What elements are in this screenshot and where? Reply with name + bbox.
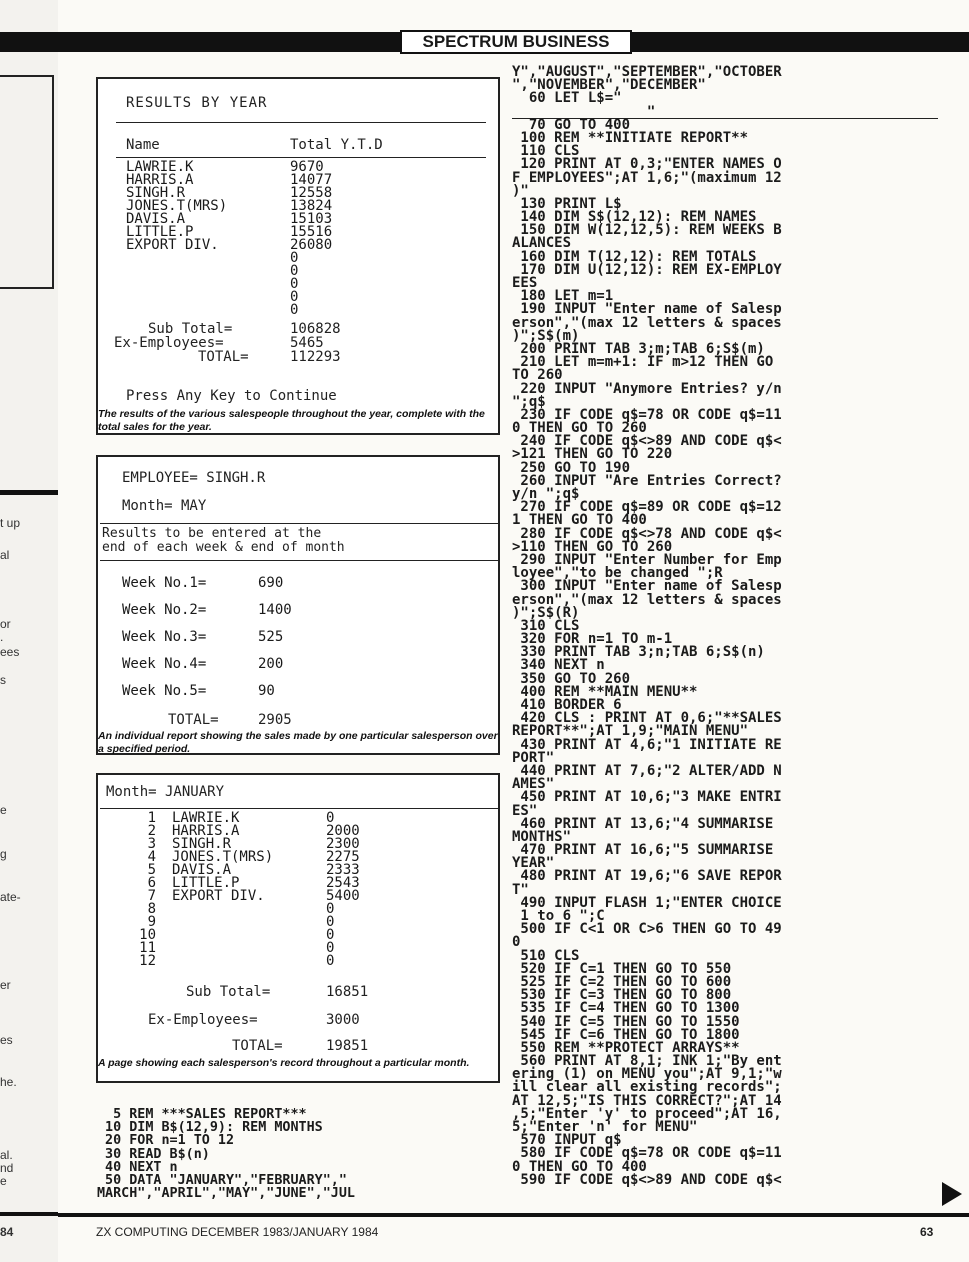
month-value: 2275 xyxy=(326,849,360,865)
program-listing-right xyxy=(512,66,782,1187)
listing-line: ill clear all existing records"; xyxy=(512,1079,782,1096)
row-number: 2 xyxy=(147,823,156,839)
left-page-fragment: or xyxy=(0,617,11,631)
month-value: 0 xyxy=(326,901,335,917)
listing-line: Y","AUGUST","SEPTEMBER","OCTOBER xyxy=(512,64,782,80)
list-item xyxy=(122,656,422,672)
row-number: 6 xyxy=(147,875,156,891)
left-page-fragment: nd xyxy=(0,1161,14,1175)
table-row xyxy=(134,942,474,955)
listing-line: 330 PRINT TAB 3;n;TAB 6;S$(n) xyxy=(512,644,765,661)
listing-line: 120 PRINT AT 0,3;"ENTER NAMES O xyxy=(512,156,782,173)
listing-line: 150 DIM W(12,12,5): REM WEEKS B xyxy=(512,222,782,239)
subtotal-label: Sub Total= xyxy=(148,321,233,337)
listing-line: ";q$ xyxy=(512,393,546,410)
week-value: 525 xyxy=(258,629,284,645)
total-value: 112293 xyxy=(290,349,341,365)
panel-title: RESULTS BY YEAR xyxy=(126,95,268,111)
left-page-fragment: es xyxy=(0,1033,13,1047)
week-value: 1400 xyxy=(258,602,292,618)
caption: The results of the various salespeople throughout the year, complete with the total sales for the year. xyxy=(98,408,485,433)
listing-line: erson","(max 12 letters & spaces xyxy=(512,591,782,608)
month-value: 2000 xyxy=(326,823,360,839)
month-value: 0 xyxy=(326,940,335,956)
listing-line: F EMPLOYEES";AT 1,6;"(maximum 12 xyxy=(512,169,782,186)
listing-line: 240 IF CODE q$<>89 AND CODE q$< xyxy=(512,433,782,450)
total-value: 19851 xyxy=(326,1038,369,1054)
listing-line: ,5;"Enter 'y' to proceed";AT 16, xyxy=(512,1105,782,1122)
table-row xyxy=(126,304,486,317)
left-page-fragment: ees xyxy=(0,645,20,659)
instruction-line: Results to be entered at the xyxy=(102,526,322,541)
listing-line: ering (1) on MENU you";AT 9,1;"w xyxy=(512,1066,782,1083)
employee-name: JONES.T(MRS) xyxy=(172,849,274,865)
continue-arrow-icon xyxy=(942,1182,962,1206)
left-page-fragment: he. xyxy=(0,1075,17,1089)
left-page-footer-rule xyxy=(0,1212,58,1216)
divider xyxy=(116,157,486,158)
left-page-fragment: t up xyxy=(0,516,21,530)
employee-name: LITTLE.P xyxy=(126,224,194,240)
row-number: 1 xyxy=(147,810,156,826)
listing-line: T" xyxy=(512,881,529,898)
listing-line: MONTHS" xyxy=(512,828,572,845)
listing-line: ALANCES xyxy=(512,235,572,252)
row-number: 3 xyxy=(147,836,156,852)
left-page-number: 84 xyxy=(0,1225,14,1239)
listing-line: 0 xyxy=(512,934,521,951)
table-row xyxy=(134,929,474,942)
listing-line: 420 CLS : PRINT AT 0,6;"**SALES xyxy=(512,710,782,727)
ytd-value: 13824 xyxy=(290,198,333,214)
listing-line: 110 CLS xyxy=(512,143,580,160)
week-value: 200 xyxy=(258,656,284,672)
row-number: 5 xyxy=(147,862,156,878)
listing-line: 210 LET m=m+1: IF m>12 THEN GO xyxy=(512,354,774,371)
listing-line: AMES" xyxy=(512,776,555,793)
divider xyxy=(116,122,486,123)
listing-line: MARCH","APRIL","MAY","JUNE","JUL xyxy=(97,1186,355,1202)
listing-line: AT 12,5;"IS THIS CORRECT?";AT 14 xyxy=(512,1092,782,1109)
listing-line: 200 PRINT TAB 3;m;TAB 6;S$(m) xyxy=(512,340,765,357)
left-page-fragment: er xyxy=(0,978,11,992)
employee-name: DAVIS.A xyxy=(172,862,232,878)
list-item xyxy=(122,683,422,699)
left-page-rule xyxy=(0,490,58,495)
listing-line: 580 IF CODE q$=78 OR CODE q$=11 xyxy=(512,1145,782,1162)
subtotal-value: 16851 xyxy=(326,984,369,1000)
left-page-box xyxy=(0,75,54,289)
listing-line: 540 IF C=5 THEN GO TO 1550 xyxy=(512,1013,740,1030)
subtotal-label: Sub Total= xyxy=(186,984,271,1000)
left-page-fragment: g xyxy=(0,847,7,861)
listing-line: 160 DIM T(12,12): REM TOTALS xyxy=(512,248,757,265)
listing-line: ES" xyxy=(512,802,538,819)
listing-line: 60 LET L$=" xyxy=(512,90,622,107)
listing-line: )";S$(R) xyxy=(512,604,580,621)
ex-employees-label: Ex-Employees= xyxy=(114,335,224,351)
listing-line: 10 DIM B$(12,9): REM MONTHS xyxy=(97,1120,323,1136)
footer-publication: ZX COMPUTING DECEMBER 1983/JANUARY 1984 xyxy=(96,1225,379,1239)
ex-employees-value: 3000 xyxy=(326,1012,360,1028)
listing-line: 310 CLS xyxy=(512,617,580,634)
listing-line: 525 IF C=2 THEN GO TO 600 xyxy=(512,973,732,990)
ytd-value: 15516 xyxy=(290,224,333,240)
table-row xyxy=(134,903,474,916)
list-item xyxy=(122,575,422,591)
listing-line: 270 IF CODE q$=89 OR CODE q$=12 xyxy=(512,499,782,516)
listing-line: 490 INPUT FLASH 1;"ENTER CHOICE xyxy=(512,894,782,911)
listing-line: TO 260 xyxy=(512,367,563,384)
listing-line: 440 PRINT AT 7,6;"2 ALTER/ADD N xyxy=(512,762,782,779)
table-row xyxy=(126,265,486,278)
results-by-year-panel xyxy=(96,77,500,435)
month-value: 0 xyxy=(326,810,335,826)
listing-line: 320 FOR n=1 TO m-1 xyxy=(512,631,673,648)
instruction-line: end of each week & end of month xyxy=(102,540,345,555)
listing-line: 140 DIM S$(12,12): REM NAMES xyxy=(512,209,757,226)
table-row xyxy=(126,239,486,252)
divider xyxy=(100,523,498,524)
ytd-value: 26080 xyxy=(290,237,333,253)
page-number: 63 xyxy=(920,1225,934,1239)
row-number: 8 xyxy=(147,901,156,917)
listing-line: 410 BORDER 6 xyxy=(512,697,622,713)
subtotal-value: 106828 xyxy=(290,321,341,337)
employee-name: EXPORT DIV. xyxy=(172,888,265,904)
month-value: 2300 xyxy=(326,836,360,852)
listing-line: EES xyxy=(512,275,538,291)
month-value: 2543 xyxy=(326,875,360,891)
ex-employees-label: Ex-Employees= xyxy=(148,1012,258,1028)
row-number: 4 xyxy=(147,849,156,865)
total-label: TOTAL= xyxy=(168,712,219,728)
month-value: 2333 xyxy=(326,862,360,878)
caption: A page showing each salesperson's record throughout a particular month. xyxy=(98,1057,470,1069)
listing-line: 260 INPUT "Are Entries Correct? xyxy=(512,472,782,489)
ytd-value: 0 xyxy=(290,302,299,318)
divider xyxy=(100,560,498,561)
listing-line: 350 GO TO 260 xyxy=(512,670,631,687)
ytd-value: 0 xyxy=(290,250,299,266)
left-page-fragment: ate- xyxy=(0,890,21,904)
listing-line: 0 THEN GO TO 400 xyxy=(512,1158,647,1175)
listing-line: PORT" xyxy=(512,749,555,766)
ytd-value: 0 xyxy=(290,289,299,305)
table-row xyxy=(126,278,486,291)
listing-line: 590 IF CODE q$<>89 AND CODE q$< xyxy=(512,1171,782,1188)
ex-employees-value: 5465 xyxy=(290,335,324,351)
listing-line: 470 PRINT AT 16,6;"5 SUMMARISE xyxy=(512,842,774,859)
week-label: Week No.3= xyxy=(122,629,207,645)
footer-rule xyxy=(58,1213,969,1217)
listing-line: 450 PRINT AT 10,6;"3 MAKE ENTRI xyxy=(512,789,782,806)
listing-line: erson","(max 12 letters & spaces xyxy=(512,314,782,331)
listing-line: 560 PRINT AT 8,1; INK 1;"By ent xyxy=(512,1053,782,1070)
ytd-value: 15103 xyxy=(290,211,333,227)
row-number: 12 xyxy=(139,953,156,969)
table-row xyxy=(134,916,474,929)
listing-line: 480 PRINT AT 19,6;"6 SAVE REPOR xyxy=(512,868,782,885)
listing-line: )";S$(m) xyxy=(512,327,580,344)
employee-name: LAWRIE.K xyxy=(126,159,194,175)
listing-line: 545 IF C=6 THEN GO TO 1800 xyxy=(512,1026,740,1043)
left-page-fragment: al xyxy=(0,548,10,562)
employee-name: SINGH.R xyxy=(172,836,232,852)
listing-line: 530 IF C=3 THEN GO TO 800 xyxy=(512,987,732,1004)
listing-line: 230 IF CODE q$=78 OR CODE q$=11 xyxy=(512,406,782,423)
table-row xyxy=(134,955,474,968)
listing-line: y/n ";q$ xyxy=(512,486,580,502)
listing-line: 1 THEN GO TO 400 xyxy=(512,512,647,529)
listing-line: 220 INPUT "Anymore Entries? y/n xyxy=(512,380,782,397)
section-title: SPECTRUM BUSINESS xyxy=(400,30,632,54)
listing-line: 70 GO TO 400 xyxy=(512,116,631,133)
divider xyxy=(100,808,498,809)
employee-name: EXPORT DIV. xyxy=(126,237,219,253)
listing-line: 570 INPUT q$ xyxy=(512,1132,622,1149)
listing-line: 190 INPUT "Enter name of Salesp xyxy=(512,301,782,318)
listing-line: 50 DATA "JANUARY","FEBRUARY"," xyxy=(97,1172,347,1188)
week-value: 690 xyxy=(258,575,284,591)
table-row xyxy=(134,890,474,903)
employee-name: DAVIS.A xyxy=(126,211,186,227)
listing-line: 400 REM **MAIN MENU** xyxy=(512,683,698,700)
employee-name: JONES.T(MRS) xyxy=(126,198,228,214)
listing-line: 430 PRINT AT 4,6;"1 INITIATE RE xyxy=(512,736,782,753)
listing-line: 20 FOR n=1 TO 12 xyxy=(97,1133,235,1149)
listing-line: )" xyxy=(512,182,529,199)
listing-line: 30 READ B$(n) xyxy=(97,1146,210,1162)
listing-line: 500 IF C<1 OR C>6 THEN GO TO 49 xyxy=(512,921,782,938)
caption: An individual report showing the sales made by one particular salesperson over a specified period. xyxy=(98,730,498,755)
column-header-total: Total Y.T.D xyxy=(290,137,383,153)
employee-weekly-panel xyxy=(96,455,500,755)
listing-line: >110 THEN GO TO 260 xyxy=(512,538,673,555)
week-value: 90 xyxy=(258,683,275,699)
listing-line: 520 IF C=1 THEN GO TO 550 xyxy=(512,960,732,977)
listing-line: 100 REM **INITIATE REPORT** xyxy=(512,129,749,146)
left-page-fragment: al. xyxy=(0,1148,13,1162)
employee-name: LAWRIE.K xyxy=(172,810,240,826)
listing-line: 130 PRINT L$ xyxy=(512,195,622,212)
listing-line: YEAR" xyxy=(512,855,555,872)
employee-name: EMPLOYEE= SINGH.R xyxy=(122,470,266,486)
employee-name: HARRIS.A xyxy=(172,823,240,839)
left-page-fragment: s xyxy=(0,673,6,687)
listing-line: 300 INPUT "Enter name of Salesp xyxy=(512,578,782,595)
total-label: TOTAL= xyxy=(198,349,249,365)
listing-line: 510 CLS xyxy=(512,947,580,964)
list-item xyxy=(122,602,422,618)
employee-name: SINGH.R xyxy=(126,185,186,201)
listing-line: 250 GO TO 190 xyxy=(512,459,631,476)
program-listing-left xyxy=(97,1108,355,1200)
month-value: 0 xyxy=(326,953,335,969)
total-value: 2905 xyxy=(258,712,292,728)
table-row xyxy=(126,291,486,304)
listing-line: 1 to 6 ";C xyxy=(512,908,605,924)
month-value: 5400 xyxy=(326,888,360,904)
row-number: 7 xyxy=(147,888,156,904)
employee-name: HARRIS.A xyxy=(126,172,194,188)
listing-line: 535 IF C=4 THEN GO TO 1300 xyxy=(512,1000,740,1017)
listing-line: 40 NEXT n xyxy=(97,1159,178,1175)
month-value: 0 xyxy=(326,927,335,943)
month-label: Month= MAY xyxy=(122,498,207,514)
listing-line: 5 REM ***SALES REPORT*** xyxy=(97,1107,307,1122)
ytd-value: 14077 xyxy=(290,172,333,188)
week-label: Week No.2= xyxy=(122,602,207,618)
listing-line: loyee","to be changed ";R xyxy=(512,565,723,582)
column-header-name: Name xyxy=(126,137,160,153)
left-page-fragment: e xyxy=(0,1174,7,1188)
listing-line: 280 IF CODE q$<>78 AND CODE q$< xyxy=(512,525,782,542)
row-number: 9 xyxy=(147,914,156,930)
left-page-fragment: . xyxy=(0,630,4,644)
ytd-value: 9670 xyxy=(290,159,324,175)
row-number: 10 xyxy=(139,927,156,943)
month-value: 0 xyxy=(326,914,335,930)
listing-line: 180 LET m=1 xyxy=(512,288,614,305)
listing-line: " xyxy=(512,103,656,120)
listing-line: >121 THEN GO TO 220 xyxy=(512,446,673,463)
listing-line: 5;"Enter 'n' for MENU" xyxy=(512,1119,698,1135)
listing-line: 550 REM **PROTECT ARRAYS** xyxy=(512,1039,740,1056)
listing-line: 290 INPUT "Enter Number for Emp xyxy=(512,551,782,568)
ytd-value: 0 xyxy=(290,276,299,292)
total-label: TOTAL= xyxy=(232,1038,283,1054)
ytd-value: 12558 xyxy=(290,185,333,201)
listing-line: 170 DIM U(12,12): REM EX-EMPLOY xyxy=(512,261,782,278)
list-item xyxy=(122,629,422,645)
employee-name: LITTLE.P xyxy=(172,875,240,891)
continue-prompt: Press Any Key to Continue xyxy=(126,388,337,404)
listing-line: 340 NEXT n xyxy=(512,657,605,674)
listing-line: REPORT**";AT 1,9;"MAIN MENU" xyxy=(512,723,749,740)
monthly-panel xyxy=(96,773,500,1083)
month-label: Month= JANUARY xyxy=(106,784,225,800)
week-label: Week No.5= xyxy=(122,683,207,699)
left-page-edge xyxy=(0,0,58,1262)
left-page-fragment: e xyxy=(0,803,7,817)
listing-line: 460 PRINT AT 13,6;"4 SUMMARISE xyxy=(512,815,774,832)
listing-line: ","NOVEMBER","DECEMBER" xyxy=(512,77,706,94)
ytd-value: 0 xyxy=(290,263,299,279)
week-label: Week No.4= xyxy=(122,656,207,672)
week-label: Week No.1= xyxy=(122,575,207,591)
listing-line: 0 THEN GO TO 260 xyxy=(512,420,647,437)
row-number: 11 xyxy=(139,940,156,956)
table-row xyxy=(126,252,486,265)
